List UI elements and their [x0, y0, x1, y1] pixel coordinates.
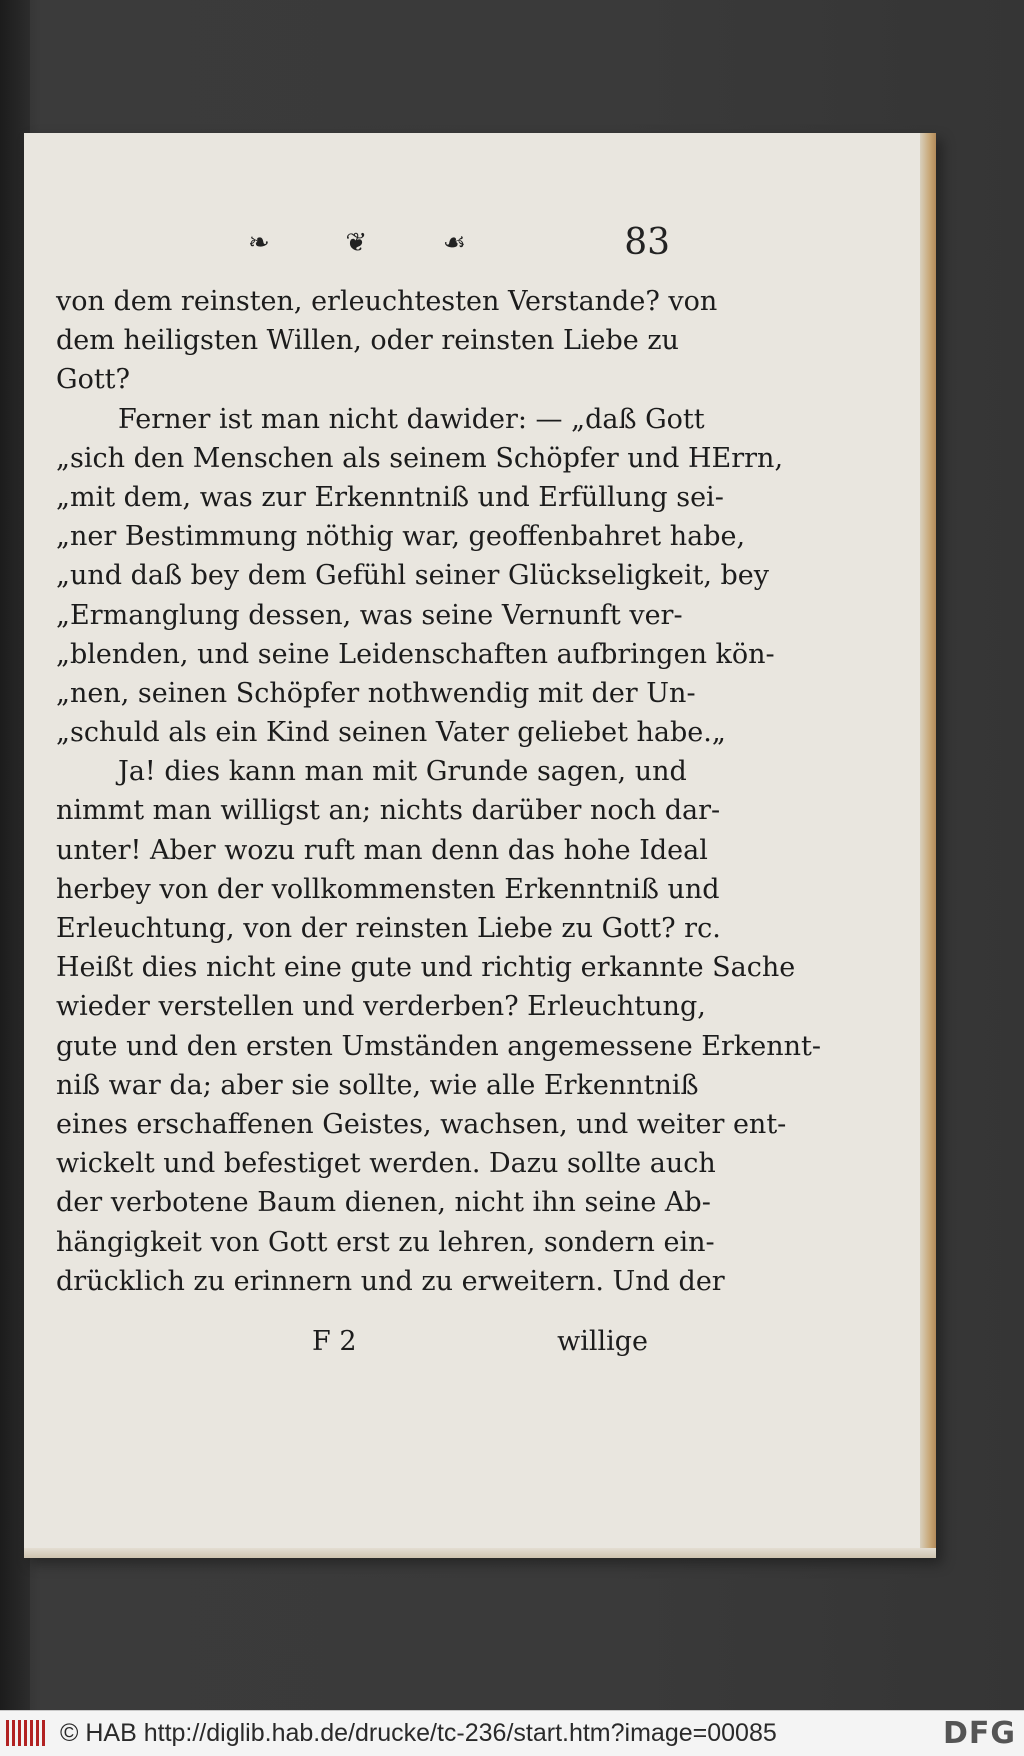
- text-line: hängigkeit von Gott erst zu lehren, sondern ein-: [56, 1226, 715, 1258]
- text-line: „nen, seinen Schöpfer nothwendig mit der Un-: [56, 677, 696, 709]
- page-number: 83: [624, 222, 670, 263]
- text-line: „ner Bestimmung nöthig war, geoffenbahret habe,: [56, 521, 746, 553]
- text-line: „mit dem, was zur Erkenntniß und Erfüllung sei-: [56, 481, 724, 513]
- text-line: unter! Aber wozu ruft man denn das hohe Ideal: [56, 834, 708, 866]
- text-line: niß war da; aber sie sollte, wie alle Erkenntniß: [56, 1069, 699, 1101]
- page-edge: [920, 133, 936, 1558]
- text-line: Ferner ist man nicht dawider: — „daß Gott: [118, 403, 705, 435]
- text-line: gute und den ersten Umständen angemessene Erkennt-: [56, 1030, 821, 1062]
- text-line: Heißt dies nicht eine gute und richtig erkannte Sache: [56, 952, 796, 984]
- body-text: [56, 282, 821, 1301]
- text-line: nimmt man willigst an; nichts darüber noch dar-: [56, 795, 721, 827]
- text-line: „Ermanglung dessen, was seine Vernunft ver-: [56, 599, 683, 631]
- source-link[interactable]: © HAB http://diglib.hab.de/drucke/tc-236/start.htm?image=00085: [60, 1719, 777, 1747]
- signature-mark: F 2: [312, 1326, 357, 1357]
- text-line: von dem reinsten, erleuchtesten Verstande? von: [56, 286, 718, 317]
- text-line: „schuld als ein Kind seinen Vater geliebet habe.„: [56, 717, 726, 749]
- catchword: willige: [557, 1326, 648, 1357]
- viewer-footer: [0, 1710, 1024, 1756]
- text-line: dem heiligsten Willen, oder reinsten Liebe zu: [56, 325, 679, 357]
- text-line: „und daß bey dem Gefühl seiner Glückseligkeit, bey: [56, 560, 770, 592]
- ornament-left-icon: ❧: [248, 228, 272, 258]
- text-line: Erleuchtung, von der reinsten Liebe zu Gott? rc.: [56, 913, 721, 944]
- library-logo-icon: [6, 1720, 46, 1746]
- text-line: drücklich zu erinnern und zu erweitern. Und der: [56, 1265, 725, 1297]
- text-line: wieder verstellen und verderben? Erleuchtung,: [56, 991, 706, 1023]
- text-line: der verbotene Baum dienen, nicht ihn seine Ab-: [56, 1187, 711, 1219]
- text-line: „sich den Menschen als seinem Schöpfer und HErrn,: [56, 442, 784, 474]
- page-bottom-edge: [24, 1548, 936, 1558]
- text-line: Gott?: [56, 364, 130, 396]
- text-line: „blenden, und seine Leidenschaften aufbringen kön-: [56, 638, 775, 670]
- page-footer-line: [56, 1326, 648, 1366]
- text-line: wickelt und befestiget werden. Dazu sollte auch: [56, 1148, 716, 1180]
- dfg-logo: DFG: [942, 1716, 1016, 1751]
- header-ornament: [248, 223, 468, 263]
- text-line: herbey von der vollkommensten Erkenntniß und: [56, 873, 720, 905]
- ornament-center-icon: ❦: [345, 228, 370, 258]
- ornament-right-icon: ☙: [442, 228, 468, 258]
- text-line: eines erschaffenen Geistes, wachsen, und weiter ent-: [56, 1108, 787, 1140]
- text-line: Ja! dies kann man mit Grunde sagen, und: [118, 756, 687, 788]
